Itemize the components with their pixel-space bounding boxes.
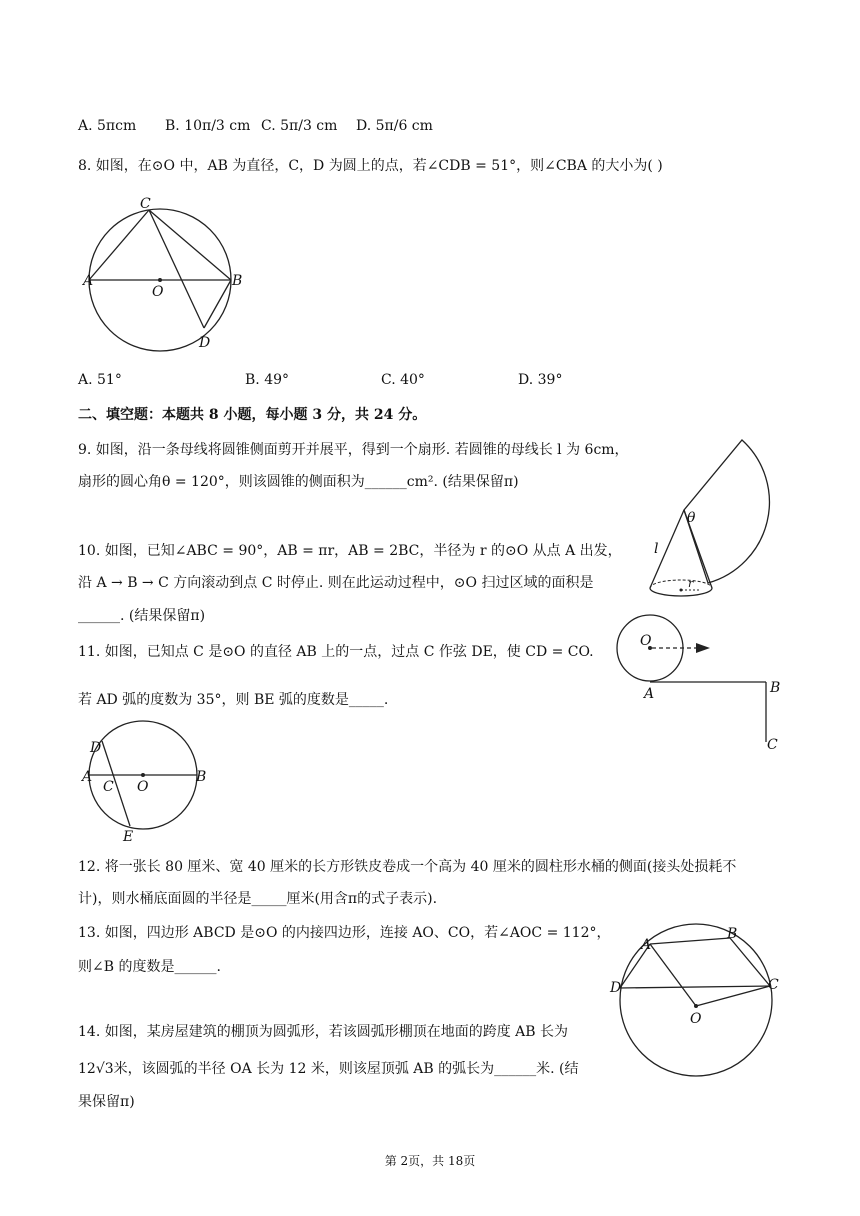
q13-line-2: 则∠B 的度数是______. [78,959,221,975]
q9-label-theta: θ [687,510,696,526]
q8-label-a: A [83,273,94,289]
q7-option-c: C. 5π/3 cm [261,118,338,134]
q8-label-b: B [232,273,243,289]
q10-label-a: A [644,686,655,702]
q11-line-1: 11. 如图，已知点 C 是⊙O 的直径 AB 上的一点，过点 C 作弦 DE，使 CD = CO. [78,644,594,660]
q12-line-1: 12. 将一张长 80 厘米、宽 40 厘米的长方形铁皮卷成一个高为 40 厘米的圆柱形水桶的侧面(接头处损耗不 [78,859,737,875]
q13-label-d: D [610,980,622,996]
q13-label-c: C [768,977,779,993]
q10-line-1: 10. 如图，已知∠ABC = 90°，AB = πr，AB = 2BC，半径为 r 的⊙O 从点 A 出发， [78,543,622,559]
q7-option-d: D. 5π/6 cm [356,118,433,134]
q10-label-b: B [770,680,781,696]
q9-line-2: 扇形的圆心角θ = 120°，则该圆锥的侧面积为______cm². (结果保留π) [78,474,519,490]
q11-label-d: D [90,740,102,756]
q11-label-o: O [137,779,149,795]
q10-label-c: C [767,737,778,753]
q9-line-1: 9. 如图，沿一条母线将圆锥侧面剪开并展平，得到一个扇形. 若圆锥的母线长 l 为 6cm， [78,442,629,458]
q8-option-a: A. 51° [78,372,122,388]
q8-label-c: C [140,196,151,212]
q7-option-b: B. 10π/3 cm [165,118,251,134]
q10-label-o: O [640,633,652,649]
q9-cone-figure [640,438,790,608]
q11-line-2: 若 AD 弧的度数为 35°，则 BE 弧的度数是_____. [78,692,389,708]
q11-figure [82,720,222,845]
q8-label-o: O [152,284,164,300]
q8-text: 8. 如图，在⊙O 中，AB 为直径，C，D 为圆上的点，若∠CDB = 51°，则∠CBA 的大小为( ) [78,158,663,174]
q10-rolling-figure [610,612,790,757]
q8-option-d: D. 39° [518,372,563,388]
section-2-heading: 二、填空题：本题共 8 小题，每小题 3 分，共 24 分。 [78,407,427,423]
q13-label-a: A [641,937,652,953]
q8-option-c: C. 40° [381,372,425,388]
q12-line-2: 计)，则水桶底面圆的半径是_____厘米(用含π的式子表示). [78,891,438,907]
q14-line-2: 12√3米，该圆弧的半径 OA 长为 12 米，则该屋顶弧 AB 的弧长为______米. (结 [78,1061,579,1077]
q8-option-b: B. 49° [245,372,290,388]
q13-label-b: B [727,926,738,942]
q11-label-a: A [82,769,93,785]
q13-line-1: 13. 如图，四边形 ABCD 是⊙O 的内接四边形，连接 AO、CO，若∠AOC = 112°， [78,925,611,941]
q14-line-1: 14. 如图，某房屋建筑的棚顶为圆弧形，若该圆弧形棚顶在地面的跨度 AB 长为 [78,1024,569,1040]
q10-line-2: 沿 A → B → C 方向滚动到点 C 时停止. 则在此运动过程中，⊙O 扫过区域的面积是 [78,575,594,591]
q8-label-d: D [199,335,211,351]
q14-line-3: 果保留π) [78,1094,135,1110]
q10-line-3: ______. (结果保留π) [78,608,206,624]
q8-figure [80,192,250,352]
q9-label-l: l [654,541,659,557]
q11-label-e: E [123,829,134,845]
q9-label-r: r [688,577,694,590]
q7-option-a: A. 5πcm [78,118,137,134]
q11-label-b: B [196,769,207,785]
q11-label-c: C [103,779,114,795]
q13-figure [610,922,790,1082]
q13-label-o: O [690,1011,702,1027]
page-footer: 第 2页，共 18页 [384,1154,476,1168]
